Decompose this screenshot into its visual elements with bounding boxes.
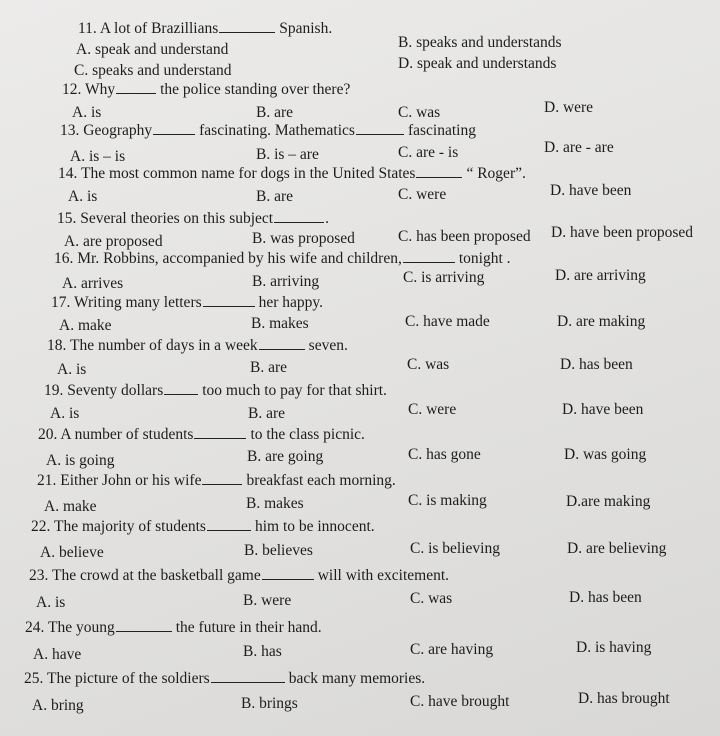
option-a[interactable]: A. make (44, 498, 97, 515)
option-b[interactable]: B. are going (247, 448, 324, 465)
stem-text-after: will with excitement. (317, 567, 450, 584)
option-c[interactable]: C. are having (410, 641, 494, 658)
question-number: 19. (44, 382, 64, 399)
question-11 (0, 20, 720, 79)
question-number: 11. (78, 20, 97, 37)
question-number: 13. (60, 122, 80, 139)
question-stem (78, 20, 332, 38)
question-stem (31, 518, 375, 536)
option-c[interactable]: C. speaks and understand (74, 62, 232, 79)
option-c[interactable]: C. have made (405, 313, 490, 330)
option-c[interactable]: C. were (408, 401, 457, 418)
question-19 (0, 382, 720, 428)
option-b[interactable]: B. are (250, 359, 288, 376)
question-stem (57, 210, 329, 228)
option-d[interactable]: D. are making (557, 313, 646, 330)
question-number: 23. (29, 567, 49, 584)
option-d[interactable]: D. have been (562, 401, 644, 418)
option-b[interactable]: B. were (243, 592, 292, 609)
answer-blank[interactable] (203, 294, 255, 307)
option-d[interactable]: D. is having (576, 639, 652, 656)
option-d[interactable]: D. has brought (578, 690, 670, 707)
question-number: 15. (57, 210, 77, 227)
answer-blank[interactable] (262, 567, 314, 580)
stem-text-after: back many memories. (288, 670, 426, 687)
question-20 (0, 426, 720, 472)
option-a[interactable]: A. is – is (70, 148, 126, 165)
answer-blank-2[interactable] (356, 122, 404, 135)
answer-blank[interactable] (403, 250, 455, 263)
question-13 (0, 122, 720, 168)
option-b[interactable]: B. are (256, 188, 294, 205)
answer-blank[interactable] (153, 122, 195, 135)
stem-text: Several theories on this subject (80, 210, 274, 227)
answer-blank[interactable] (207, 518, 251, 531)
option-b[interactable]: B. was proposed (252, 230, 355, 247)
stem-text-after: “ Roger”. (466, 165, 526, 182)
option-d[interactable]: D. have been proposed (551, 224, 694, 241)
option-a[interactable]: A. speak and understand (76, 41, 229, 58)
stem-text-after: the future in their hand. (175, 619, 322, 636)
question-stem (24, 670, 425, 688)
stem-text: A lot of Brazillians (99, 20, 219, 37)
question-number: 16. (54, 250, 74, 267)
stem-text-after: her happy. (258, 294, 324, 311)
stem-text-after: fascinating. Mathematics (199, 122, 355, 139)
option-a[interactable]: A. arrives (62, 275, 124, 292)
stem-text: Why (84, 81, 116, 98)
stem-text: The crowd at the basketball game (51, 567, 261, 584)
question-stem (60, 122, 476, 140)
answer-blank[interactable] (211, 670, 285, 683)
stem-text: A number of students (60, 426, 194, 443)
question-stem (58, 165, 526, 183)
question-stem (62, 81, 350, 99)
question-stem (54, 250, 511, 268)
option-d[interactable]: D. has been (560, 356, 633, 373)
option-b[interactable]: B. makes (246, 495, 304, 512)
option-c[interactable]: C. has gone (408, 446, 481, 463)
question-18 (0, 337, 720, 383)
option-b[interactable]: B. are (256, 104, 294, 121)
option-d[interactable]: D. have been (550, 182, 632, 199)
stem-text: Writing many letters (73, 294, 202, 311)
answer-blank[interactable] (219, 20, 275, 33)
question-23 (0, 567, 720, 613)
option-d[interactable]: D. are believing (567, 540, 667, 557)
question-stem (47, 337, 348, 355)
question-number: 17. (51, 294, 71, 311)
option-b[interactable]: B. arriving (252, 273, 320, 290)
stem-text-after: to the class picnic. (250, 426, 365, 443)
stem-text-after-2: fascinating (407, 122, 476, 139)
question-17 (0, 294, 720, 340)
question-stem (51, 294, 323, 312)
option-a[interactable]: A. is going (46, 452, 115, 469)
option-c[interactable]: C. is making (408, 492, 487, 509)
stem-text-after: him to be innocent. (254, 518, 375, 535)
stem-text: The young (47, 619, 115, 636)
answer-blank[interactable] (202, 472, 242, 485)
stem-text: The number of days in a week (69, 337, 258, 354)
option-a[interactable]: A. is (50, 405, 80, 422)
stem-text-after: Spanish. (279, 20, 333, 37)
stem-text-after: the police standing over there? (160, 81, 351, 98)
answer-blank[interactable] (116, 619, 172, 632)
option-a[interactable]: A. make (59, 317, 112, 334)
question-24 (0, 619, 720, 665)
stem-text: The majority of students (53, 518, 206, 535)
option-d[interactable]: D. are arriving (555, 267, 646, 284)
option-a[interactable]: A. bring (32, 697, 84, 714)
option-c[interactable]: C. is believing (410, 540, 500, 557)
question-25 (0, 670, 720, 716)
question-number: 18. (47, 337, 67, 354)
question-number: 21. (37, 472, 57, 489)
answer-blank[interactable] (259, 337, 305, 350)
option-c[interactable]: C. are - is (398, 144, 459, 161)
question-stem (37, 472, 396, 490)
option-d[interactable]: D. was going (564, 446, 647, 463)
option-b[interactable]: B. are (248, 405, 286, 422)
option-c[interactable]: C. was (407, 356, 450, 373)
option-c[interactable]: C. have brought (410, 693, 510, 710)
question-22 (0, 518, 720, 564)
option-c[interactable]: C. is arriving (403, 269, 485, 286)
question-21 (0, 472, 720, 518)
option-b[interactable]: B. has (243, 643, 282, 660)
option-b[interactable]: B. believes (244, 542, 313, 559)
question-number: 20. (38, 426, 58, 443)
option-b[interactable]: B. speaks and understands (398, 34, 562, 51)
option-d[interactable]: D. are - are (544, 139, 614, 156)
option-b[interactable]: B. is – are (256, 146, 319, 163)
stem-text: Seventy dollars (67, 382, 164, 399)
stem-text-after: breakfast each morning. (246, 472, 396, 489)
answer-blank[interactable] (116, 81, 156, 94)
stem-text-after: too much to pay for that shirt. (202, 382, 387, 399)
question-number: 24. (25, 619, 45, 636)
stem-text: Mr. Robbins, accompanied by his wife and children, (77, 250, 402, 267)
stem-text-after: seven. (308, 337, 348, 354)
stem-text: Either John or his wife (60, 472, 202, 489)
option-a[interactable]: A. have (33, 646, 82, 663)
stem-text-after: tonight . (458, 250, 511, 267)
option-b[interactable]: B. brings (241, 695, 298, 712)
answer-blank[interactable] (416, 165, 462, 178)
option-c[interactable]: C. was (410, 590, 453, 607)
answer-blank[interactable] (274, 210, 324, 223)
question-stem (38, 426, 365, 444)
option-a[interactable]: A. is (57, 361, 87, 378)
question-14 (0, 165, 720, 211)
question-stem (25, 619, 322, 637)
answer-blank[interactable] (194, 426, 246, 439)
stem-text: The most common name for dogs in the United States (80, 165, 416, 182)
question-stem (29, 567, 449, 585)
question-number: 22. (31, 518, 51, 535)
option-a[interactable]: A. is (72, 104, 102, 121)
question-number: 25. (24, 670, 44, 687)
option-d[interactable]: D. were (544, 99, 594, 116)
question-16 (0, 250, 720, 296)
question-stem (44, 382, 387, 400)
option-a[interactable]: A. are proposed (64, 233, 163, 250)
question-12 (0, 81, 720, 127)
answer-blank[interactable] (164, 382, 198, 395)
option-c[interactable]: C. has been proposed (398, 228, 531, 245)
stem-text-after: . (325, 210, 329, 227)
option-d[interactable]: D. has been (569, 589, 642, 606)
option-a[interactable]: A. is (36, 594, 66, 611)
option-d[interactable]: D.are making (566, 493, 651, 510)
option-d[interactable]: D. speak and understands (398, 55, 557, 72)
stem-text: Geography (83, 122, 153, 139)
option-a[interactable]: A. is (68, 188, 98, 205)
option-a[interactable]: A. believe (40, 544, 104, 561)
option-b[interactable]: B. makes (251, 315, 309, 332)
question-number: 14. (58, 165, 78, 182)
option-c[interactable]: C. was (398, 104, 441, 121)
stem-text: The picture of the soldiers (46, 670, 210, 687)
option-c[interactable]: C. were (398, 186, 447, 203)
question-number: 12. (62, 81, 82, 98)
